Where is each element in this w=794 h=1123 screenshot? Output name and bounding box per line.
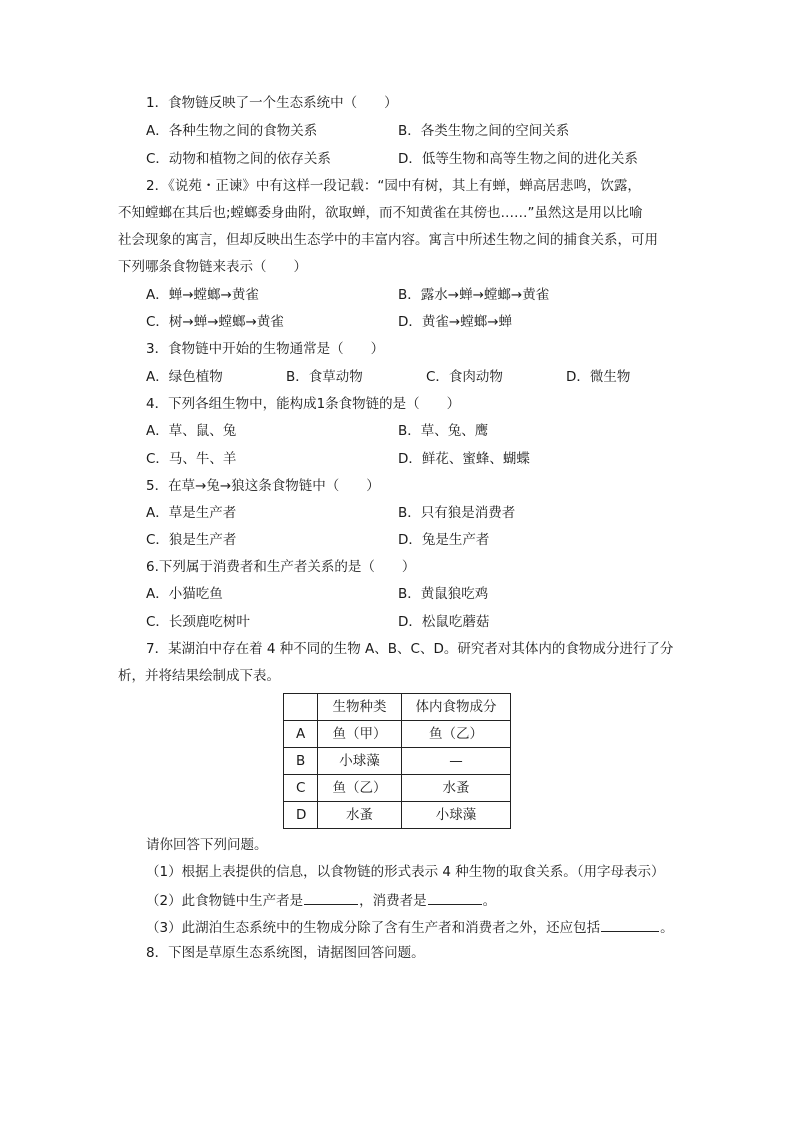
q3-option-d: D．微生物 bbox=[566, 369, 631, 385]
q2-option-a: A．蝉→螳螂→黄雀 bbox=[146, 287, 259, 303]
table-cell: 小球藻 bbox=[318, 748, 402, 775]
q4-option-a: A．草、鼠、兔 bbox=[146, 423, 237, 439]
q1-stem: 1．食物链反映了一个生态系统中（ ） bbox=[146, 95, 398, 111]
q5-stem: 5．在草→兔→狼这条食物链中（ ） bbox=[146, 478, 380, 494]
q3-option-b: B．食草动物 bbox=[286, 369, 363, 385]
table-cell: 水蚤 bbox=[318, 802, 402, 829]
q4-option-c: C．马、牛、羊 bbox=[146, 451, 237, 467]
q5-option-d: D．兔是生产者 bbox=[398, 532, 490, 548]
table-row bbox=[284, 748, 511, 775]
q6-option-d: D．松鼠吃蘑菇 bbox=[398, 614, 490, 630]
table-cell: 鱼（甲） bbox=[318, 721, 402, 748]
q7-sub2-text-b: ，消费者是 bbox=[359, 893, 427, 909]
q7-sub-question-2 bbox=[146, 890, 496, 910]
q2-line-3: 社会现象的寓言，但却反映出生态学中的丰富内容。寓言中所述生物之间的捕食关系，可用 bbox=[118, 232, 658, 248]
q2-line-1: 2．《说苑・正谏》中有这样一段记载：“园中有树，其上有蝉，蝉高居悲鸣，饮露， bbox=[146, 178, 641, 194]
table-cell: 水蚤 bbox=[402, 775, 511, 802]
food-composition-table bbox=[283, 693, 511, 829]
q4-option-d: D．鲜花、蜜蜂、蝴蝶 bbox=[398, 451, 530, 467]
q2-option-d: D．黄雀→螳螂→蝉 bbox=[398, 314, 513, 330]
table-header-cell bbox=[284, 694, 318, 721]
q6-option-a: A．小猫吃鱼 bbox=[146, 586, 223, 602]
consumer-answer-blank[interactable] bbox=[428, 890, 482, 905]
q6-option-c: C．长颈鹿吃树叶 bbox=[146, 614, 250, 630]
q1-option-d: D．低等生物和高等生物之间的进化关系 bbox=[398, 151, 638, 167]
table-cell: — bbox=[402, 748, 511, 775]
table-cell: C bbox=[284, 775, 318, 802]
q6-option-b: B．黄鼠狼吃鸡 bbox=[398, 586, 489, 602]
other-components-answer-blank[interactable] bbox=[601, 917, 659, 932]
q8-stem: 8．下图是草原生态系统图，请据图回答问题。 bbox=[146, 945, 425, 961]
table-header-cell: 生物种类 bbox=[318, 694, 402, 721]
q2-option-c: C．树→蝉→螳螂→黄雀 bbox=[146, 314, 284, 330]
table-cell: 鱼（乙） bbox=[402, 721, 511, 748]
q7-sub2-text-c: 。 bbox=[482, 893, 497, 909]
q1-option-a: A．各种生物之间的食物关系 bbox=[146, 123, 318, 139]
q5-option-a: A．草是生产者 bbox=[146, 505, 237, 521]
table-cell: 小球藻 bbox=[402, 802, 511, 829]
table-row bbox=[284, 775, 511, 802]
producer-answer-blank[interactable] bbox=[304, 890, 358, 905]
table-row bbox=[284, 721, 511, 748]
table-header-cell: 体内食物成分 bbox=[402, 694, 511, 721]
q3-option-a: A．绿色植物 bbox=[146, 369, 223, 385]
q7-sub3-text-b: 。 bbox=[660, 920, 674, 936]
q2-line-4: 下列哪条食物链来表示（ ） bbox=[118, 259, 307, 275]
q6-stem: 6.下列属于消费者和生产者关系的是（ ） bbox=[146, 559, 416, 575]
q5-option-b: B．只有狼是消费者 bbox=[398, 505, 516, 521]
q7-sub-question-3 bbox=[146, 917, 674, 937]
q2-option-b: B．露水→蝉→螳螂→黄雀 bbox=[398, 287, 550, 303]
q4-stem: 4．下列各组生物中，能构成1条食物链的是（ ） bbox=[146, 396, 461, 412]
q7-prompt: 请你回答下列问题。 bbox=[146, 837, 268, 853]
q7-sub3-text-a: （3）此湖泊生态系统中的生物成分除了含有生产者和消费者之外，还应包括 bbox=[146, 920, 601, 936]
q1-option-c: C．动物和植物之间的依存关系 bbox=[146, 151, 331, 167]
table-cell: 鱼（乙） bbox=[318, 775, 402, 802]
table-header-row bbox=[284, 694, 511, 721]
q5-option-c: C．狼是生产者 bbox=[146, 532, 237, 548]
q7-line-1: 7．某湖泊中存在着 4 种不同的生物 A、B、C、D。研究者对其体内的食物成分进行了分 bbox=[146, 641, 674, 657]
q7-sub2-text-a: （2）此食物链中生产者是 bbox=[146, 893, 304, 909]
q7-sub-question-1: （1）根据上表提供的信息，以食物链的形式表示 4 种生物的取食关系。（用字母表示） bbox=[146, 864, 665, 880]
q3-stem: 3．食物链中开始的生物通常是（ ） bbox=[146, 341, 385, 357]
q1-option-b: B．各类生物之间的空间关系 bbox=[398, 123, 570, 139]
table-row bbox=[284, 802, 511, 829]
q2-line-2: 不知螳螂在其后也;螳螂委身曲附，欲取蝉，而不知黄雀在其傍也……”虽然这是用以比喻 bbox=[118, 205, 643, 221]
table-cell: B bbox=[284, 748, 318, 775]
table-cell: A bbox=[284, 721, 318, 748]
q3-option-c: C．食肉动物 bbox=[426, 369, 503, 385]
q4-option-b: B．草、兔、鹰 bbox=[398, 423, 489, 439]
q7-line-2: 析，并将结果绘制成下表。 bbox=[118, 668, 280, 684]
table-cell: D bbox=[284, 802, 318, 829]
